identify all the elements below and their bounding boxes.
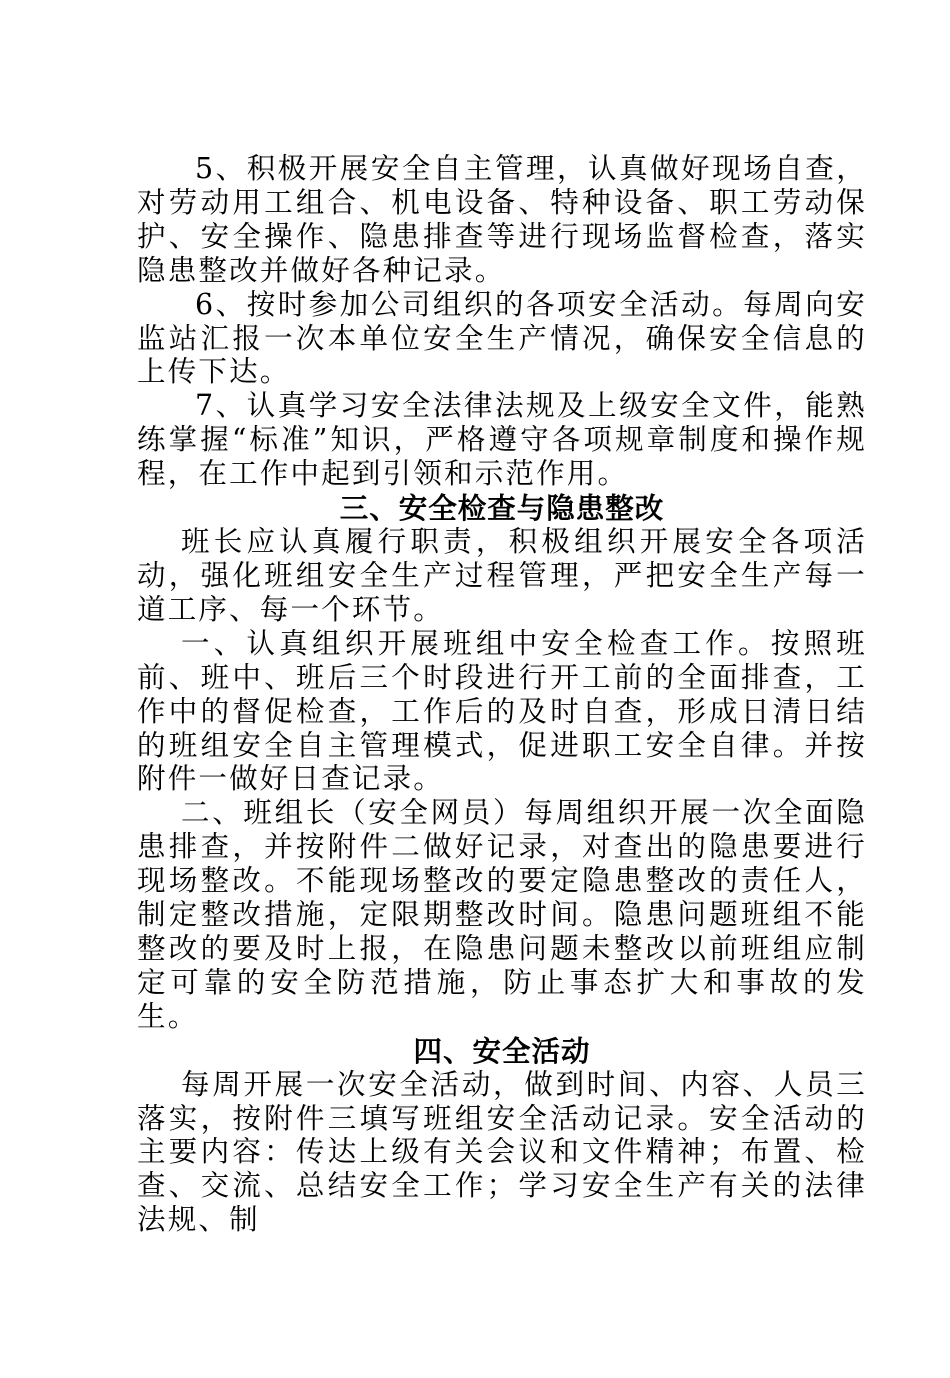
section-4-heading: 四、安全活动 — [413, 1033, 591, 1068]
document-page — [137, 152, 867, 1237]
section-3-item-1: 一、认真组织开展班组中安全检查工作。按照班前、班中、班后三个时段进行开工前的全面排查，工作中的督促检查，工作后的及时自查，形成日清日结的班组安全自主管理模式，促进职工安全自律。并按附件一做好日查记录。 — [137, 626, 867, 796]
paragraph-item-7: 7、认真学习安全法律法规及上级安全文件，能熟练掌握“标准”知识，严格遵守各项规章制度和操作规程，在工作中起到引领和示范作用。 — [137, 389, 867, 491]
section-3-heading: 三、安全检查与隐患整改 — [339, 491, 665, 526]
paragraph-item-6: 6、按时参加公司组织的各项安全活动。每周向安监站汇报一次本单位安全生产情况，确保安全信息的上传下达。 — [137, 287, 867, 389]
paragraph-item-5: 5、积极开展安全自主管理，认真做好现场自查，对劳动用工组合、机电设备、特种设备、职工劳动保护、安全操作、隐患排查等进行现场监督检查，落实隐患整改并做好各种记录。 — [137, 152, 867, 287]
section-3-intro: 班长应认真履行职责，积极组织开展安全各项活动，强化班组安全生产过程管理，严把安全生产每一道工序、每一个环节。 — [137, 525, 867, 626]
section-4-body: 每周开展一次安全活动，做到时间、内容、人员三落实，按附件三填写班组安全活动记录。安全活动的主要内容：传达上级有关会议和文件精神；布置、检查、交流、总结安全工作；学习安全生产有关的法律法规、制 — [137, 1067, 867, 1237]
section-3-item-2: 二、班组长（安全网员）每周组织开展一次全面隐患排查，并按附件二做好记录，对查出的隐患要进行现场整改。不能现场整改的要定隐患整改的责任人，制定整改措施，定限期整改时间。隐患问题班组不能整改的要及时上报，在隐患问题未整改以前班组应制定可靠的安全防范措施，防止事态扩大和事故的发生。 — [137, 796, 867, 1033]
